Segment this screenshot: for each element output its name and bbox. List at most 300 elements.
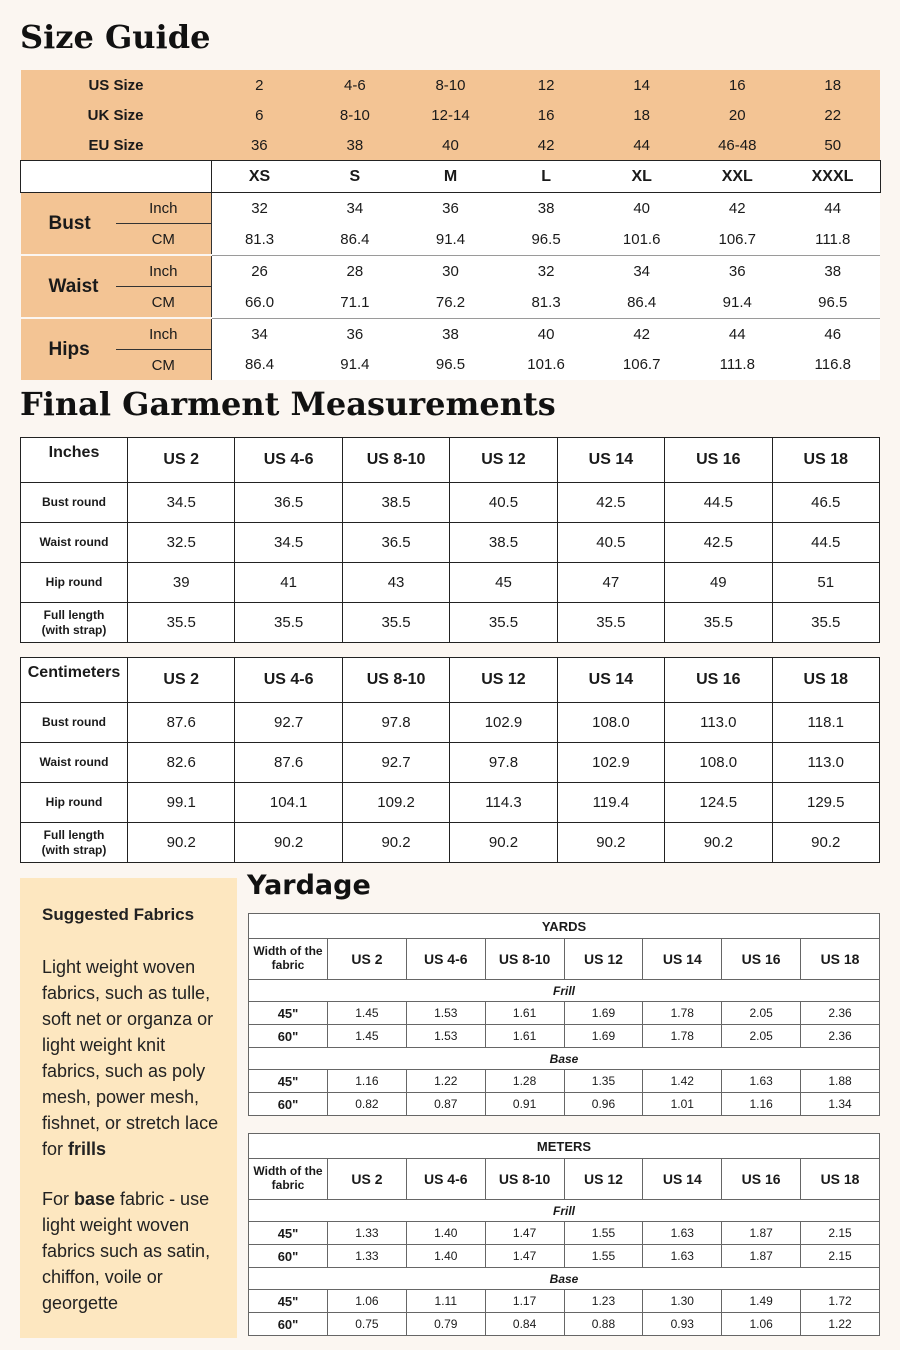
value-cell: 34.5 [235, 523, 342, 563]
yardage-cell: 2.05 [722, 1025, 801, 1048]
size-header: US 8-10 [342, 438, 449, 483]
row-label [21, 703, 128, 743]
measurement-cell: 32 [212, 193, 308, 224]
yardage-cell: 1.34 [801, 1093, 880, 1116]
size-header: US 12 [564, 939, 643, 980]
value-cell: 42.5 [557, 483, 664, 523]
us-size-cell: 18 [785, 70, 880, 100]
value-cell: 44.5 [772, 523, 879, 563]
size-header: US 2 [328, 1159, 407, 1200]
header-row [249, 939, 880, 980]
value-cell: 36.5 [235, 483, 342, 523]
yardage-cell: 0.75 [328, 1313, 407, 1336]
measurement-cell: 26 [212, 255, 308, 287]
measurement-cell: 66.0 [212, 287, 308, 319]
row-label-line1: Hip round [45, 575, 103, 589]
eu-size-cell: 40 [403, 130, 499, 161]
yardage-cell: 0.84 [485, 1313, 564, 1336]
value-cell: 99.1 [128, 783, 235, 823]
eu-size-cell: 50 [785, 130, 880, 161]
table-row [21, 783, 880, 823]
base-section-row [249, 1048, 880, 1070]
yardage-cell: 1.53 [406, 1025, 485, 1048]
yardage-cell: 1.45 [328, 1002, 407, 1025]
size-header: US 16 [722, 1159, 801, 1200]
table-row [21, 563, 880, 603]
uk-size-cell: 6 [212, 100, 308, 130]
size-header: US 16 [722, 939, 801, 980]
base-fabric-text [42, 1186, 223, 1316]
yardage-cell: 1.63 [643, 1222, 722, 1245]
value-cell: 90.2 [450, 823, 557, 863]
yardage-cell: 1.53 [406, 1002, 485, 1025]
value-cell: 108.0 [665, 743, 772, 783]
value-cell: 124.5 [665, 783, 772, 823]
eu-size-row [21, 130, 881, 161]
row-label [21, 823, 128, 863]
row-label-line1: Bust round [42, 715, 106, 729]
size-guide-title: Size Guide [20, 18, 211, 56]
measurement-cell: 46 [785, 318, 880, 350]
size-header: US 12 [564, 1159, 643, 1200]
size-header: US 18 [772, 438, 879, 483]
letter-size-cell: M [403, 161, 499, 193]
size-header: US 2 [328, 939, 407, 980]
eu-size-cell: 42 [498, 130, 594, 161]
yardage-cell: 1.55 [564, 1222, 643, 1245]
yardage-cell: 1.63 [722, 1070, 801, 1093]
cm-unit-label: CM [116, 224, 212, 256]
table-row [21, 483, 880, 523]
value-cell: 102.9 [557, 743, 664, 783]
base-fabric-prefix: For [42, 1189, 75, 1209]
row-label-line1: Full length [43, 827, 105, 842]
final-measurements-title: Final Garment Measurements [20, 385, 556, 423]
uk-size-cell: 18 [594, 100, 690, 130]
size-header: US 4-6 [235, 438, 342, 483]
table-row [249, 1290, 880, 1313]
yardage-cell: 2.15 [801, 1245, 880, 1268]
size-header: US 12 [450, 658, 557, 703]
yardage-cell: 1.78 [643, 1025, 722, 1048]
fabric-width-label: 45" [249, 1290, 328, 1313]
suggested-fabrics-heading: Suggested Fabrics [42, 905, 195, 924]
yardage-cell: 1.28 [485, 1070, 564, 1093]
table-row [21, 743, 880, 783]
cm-unit-label: CM [116, 287, 212, 319]
table-row [21, 523, 880, 563]
fabric-width-label: 60" [249, 1313, 328, 1336]
size-header: US 8-10 [485, 1159, 564, 1200]
frill-section-label: Frill [249, 1200, 880, 1222]
frill-section-row [249, 1200, 880, 1222]
row-label-line2: (with strap) [41, 842, 107, 857]
fabric-width-label: 45" [249, 1222, 328, 1245]
yardage-cell: 0.88 [564, 1313, 643, 1336]
letter-size-cell: XXXL [785, 161, 880, 193]
header-row [21, 658, 880, 703]
value-cell: 42.5 [665, 523, 772, 563]
measurement-cell: 91.4 [403, 224, 499, 256]
yardage-cell: 1.87 [722, 1222, 801, 1245]
base-section-row [249, 1268, 880, 1290]
value-cell: 39 [128, 563, 235, 603]
row-label-line1: Bust round [42, 495, 106, 509]
hips-label: Hips [21, 318, 116, 380]
measurement-cell: 42 [689, 193, 785, 224]
value-cell: 40.5 [557, 523, 664, 563]
value-cell: 35.5 [557, 603, 664, 643]
base-fabric-desc: fabric - use light weight woven fabrics such as satin, chiffon, voile or georgette [42, 1189, 211, 1313]
value-cell: 92.7 [235, 703, 342, 743]
bust-inch-row [21, 193, 881, 224]
value-cell: 129.5 [772, 783, 879, 823]
table-row [249, 1245, 880, 1268]
yardage-yards-table [248, 913, 880, 1116]
value-cell: 113.0 [772, 743, 879, 783]
size-header: US 4-6 [406, 939, 485, 980]
size-header: US 16 [665, 438, 772, 483]
measurement-cell: 40 [594, 193, 690, 224]
measurement-cell: 34 [307, 193, 403, 224]
base-section-label: Base [249, 1268, 880, 1290]
yardage-cell: 1.63 [643, 1245, 722, 1268]
measurement-cell: 71.1 [307, 287, 403, 319]
letter-size-cell: S [307, 161, 403, 193]
value-cell: 35.5 [128, 603, 235, 643]
unit-corner-label: Inches [21, 438, 128, 483]
yardage-cell: 1.42 [643, 1070, 722, 1093]
hips-inch-row [21, 318, 881, 350]
value-cell: 44.5 [665, 483, 772, 523]
measurement-cell: 38 [498, 193, 594, 224]
us-size-cell: 14 [594, 70, 690, 100]
measurement-cell: 36 [403, 193, 499, 224]
value-cell: 35.5 [665, 603, 772, 643]
size-header: US 2 [128, 658, 235, 703]
yardage-cell: 1.61 [485, 1002, 564, 1025]
table-row [21, 603, 880, 643]
size-header: US 14 [643, 939, 722, 980]
yardage-cell: 1.69 [564, 1025, 643, 1048]
measurement-cell: 91.4 [307, 350, 403, 381]
measurement-cell: 81.3 [212, 224, 308, 256]
value-cell: 108.0 [557, 703, 664, 743]
hips-cm-row [21, 350, 881, 381]
measurement-cell: 44 [785, 193, 880, 224]
value-cell: 102.9 [450, 703, 557, 743]
letter-size-cell: XXL [689, 161, 785, 193]
value-cell: 113.0 [665, 703, 772, 743]
measurement-cell: 76.2 [403, 287, 499, 319]
waist-cm-row [21, 287, 881, 319]
value-cell: 104.1 [235, 783, 342, 823]
value-cell: 47 [557, 563, 664, 603]
table-row [249, 1070, 880, 1093]
size-header: US 18 [801, 939, 880, 980]
us-size-label: US Size [21, 70, 212, 100]
bust-cm-row [21, 224, 881, 256]
measurement-cell: 101.6 [594, 224, 690, 256]
base-section-label: Base [249, 1048, 880, 1070]
value-cell: 119.4 [557, 783, 664, 823]
us-size-cell: 8-10 [403, 70, 499, 100]
waist-label: Waist [21, 255, 116, 318]
uk-size-cell: 22 [785, 100, 880, 130]
yardage-cell: 1.22 [801, 1313, 880, 1336]
table-row [249, 1025, 880, 1048]
yardage-cell: 1.45 [328, 1025, 407, 1048]
value-cell: 49 [665, 563, 772, 603]
us-size-cell: 2 [212, 70, 308, 100]
row-label [21, 743, 128, 783]
value-cell: 35.5 [772, 603, 879, 643]
measurement-cell: 34 [212, 318, 308, 350]
value-cell: 38.5 [342, 483, 449, 523]
measurement-cell: 28 [307, 255, 403, 287]
yardage-cell: 1.22 [406, 1070, 485, 1093]
measurement-cell: 36 [307, 318, 403, 350]
value-cell: 32.5 [128, 523, 235, 563]
measurement-cell: 38 [785, 255, 880, 287]
table-row [21, 823, 880, 863]
measurement-cell: 86.4 [594, 287, 690, 319]
table-caption: METERS [249, 1134, 880, 1159]
table-row [249, 1002, 880, 1025]
header-row [249, 1159, 880, 1200]
measurement-cell: 106.7 [689, 224, 785, 256]
size-header: US 14 [643, 1159, 722, 1200]
size-guide-table [20, 70, 881, 380]
size-header: US 2 [128, 438, 235, 483]
yardage-cell: 1.61 [485, 1025, 564, 1048]
letter-size-cell: XL [594, 161, 690, 193]
yardage-cell: 2.36 [801, 1025, 880, 1048]
size-header: US 14 [557, 438, 664, 483]
measurement-cell: 32 [498, 255, 594, 287]
value-cell: 35.5 [450, 603, 557, 643]
measurement-cell: 30 [403, 255, 499, 287]
frill-section-label: Frill [249, 980, 880, 1002]
yardage-cell: 1.69 [564, 1002, 643, 1025]
row-label [21, 563, 128, 603]
frill-fabric-text [42, 954, 223, 1162]
yardage-cell: 1.06 [328, 1290, 407, 1313]
uk-size-cell: 12-14 [403, 100, 499, 130]
measurement-cell: 96.5 [785, 287, 880, 319]
row-label-line1: Full length [43, 607, 105, 622]
yardage-cell: 1.23 [564, 1290, 643, 1313]
us-size-cell: 4-6 [307, 70, 403, 100]
yardage-cell: 1.16 [722, 1093, 801, 1116]
uk-size-cell: 16 [498, 100, 594, 130]
eu-size-cell: 44 [594, 130, 690, 161]
frill-fabric-desc: Light weight woven fabrics, such as tulle, soft net or organza or light weight knit fabrics, such as poly mesh, power mesh, fishnet, or stretch lace for [42, 957, 219, 1159]
yardage-cell: 1.47 [485, 1222, 564, 1245]
yardage-cell: 1.06 [722, 1313, 801, 1336]
yardage-cell: 1.40 [406, 1245, 485, 1268]
frill-section-row [249, 980, 880, 1002]
size-header: US 8-10 [342, 658, 449, 703]
inch-unit-label: Inch [116, 318, 212, 350]
yardage-cell: 0.79 [406, 1313, 485, 1336]
value-cell: 90.2 [665, 823, 772, 863]
value-cell: 114.3 [450, 783, 557, 823]
us-size-row [21, 70, 881, 100]
yardage-meters-table [248, 1133, 880, 1336]
yardage-cell: 2.15 [801, 1222, 880, 1245]
row-label-line1: Waist round [39, 535, 109, 549]
letter-size-row [21, 161, 881, 193]
final-measurements-cm-table [20, 657, 880, 863]
measurement-cell: 86.4 [212, 350, 308, 381]
value-cell: 90.2 [128, 823, 235, 863]
value-cell: 90.2 [772, 823, 879, 863]
size-header: US 8-10 [485, 939, 564, 980]
value-cell: 35.5 [342, 603, 449, 643]
value-cell: 109.2 [342, 783, 449, 823]
fabric-width-label: 60" [249, 1245, 328, 1268]
eu-size-cell: 46-48 [689, 130, 785, 161]
yardage-cell: 1.72 [801, 1290, 880, 1313]
eu-size-cell: 38 [307, 130, 403, 161]
uk-size-row [21, 100, 881, 130]
fabric-width-label: 60" [249, 1093, 328, 1116]
width-label-line1: Width of the [253, 1164, 323, 1179]
base-keyword: base [74, 1189, 116, 1209]
row-label-line1: Hip round [45, 795, 103, 809]
row-label [21, 523, 128, 563]
table-row [21, 703, 880, 743]
value-cell: 92.7 [342, 743, 449, 783]
measurement-cell: 34 [594, 255, 690, 287]
measurement-cell: 101.6 [498, 350, 594, 381]
row-label-line1: Waist round [39, 755, 109, 769]
value-cell: 38.5 [450, 523, 557, 563]
us-size-cell: 12 [498, 70, 594, 100]
letter-size-blank [21, 161, 212, 193]
yardage-cell: 0.96 [564, 1093, 643, 1116]
size-header: US 16 [665, 658, 772, 703]
row-label [21, 603, 128, 643]
measurement-cell: 91.4 [689, 287, 785, 319]
value-cell: 118.1 [772, 703, 879, 743]
value-cell: 40.5 [450, 483, 557, 523]
eu-size-cell: 36 [212, 130, 308, 161]
measurement-cell: 81.3 [498, 287, 594, 319]
yardage-cell: 2.05 [722, 1002, 801, 1025]
inch-unit-label: Inch [116, 255, 212, 287]
value-cell: 45 [450, 563, 557, 603]
yardage-cell: 1.40 [406, 1222, 485, 1245]
table-row [249, 1222, 880, 1245]
inch-unit-label: Inch [116, 193, 212, 224]
value-cell: 51 [772, 563, 879, 603]
caption-row [249, 914, 880, 939]
yardage-cell: 0.91 [485, 1093, 564, 1116]
measurement-cell: 44 [689, 318, 785, 350]
measurement-cell: 40 [498, 318, 594, 350]
measurement-cell: 96.5 [498, 224, 594, 256]
size-header: US 14 [557, 658, 664, 703]
yardage-cell: 0.87 [406, 1093, 485, 1116]
width-label-line2: fabric [271, 958, 305, 972]
uk-size-label: UK Size [21, 100, 212, 130]
yardage-cell: 1.16 [328, 1070, 407, 1093]
value-cell: 35.5 [235, 603, 342, 643]
measurement-cell: 96.5 [403, 350, 499, 381]
measurement-cell: 111.8 [689, 350, 785, 381]
letter-size-cell: XS [212, 161, 308, 193]
value-cell: 46.5 [772, 483, 879, 523]
yardage-cell: 1.87 [722, 1245, 801, 1268]
value-cell: 90.2 [342, 823, 449, 863]
table-row [249, 1093, 880, 1116]
waist-inch-row [21, 255, 881, 287]
yardage-cell: 0.93 [643, 1313, 722, 1336]
measurement-cell: 86.4 [307, 224, 403, 256]
size-header: US 4-6 [235, 658, 342, 703]
frill-keyword: frills [68, 1139, 107, 1159]
measurement-cell: 116.8 [785, 350, 880, 381]
yardage-cell: 2.36 [801, 1002, 880, 1025]
value-cell: 36.5 [342, 523, 449, 563]
yardage-cell: 1.11 [406, 1290, 485, 1313]
size-header: US 4-6 [406, 1159, 485, 1200]
eu-size-label: EU Size [21, 130, 212, 161]
measurement-cell: 106.7 [594, 350, 690, 381]
header-row [21, 438, 880, 483]
measurement-cell: 42 [594, 318, 690, 350]
width-label-line2: fabric [271, 1178, 305, 1192]
value-cell: 97.8 [342, 703, 449, 743]
size-header: US 12 [450, 438, 557, 483]
value-cell: 43 [342, 563, 449, 603]
table-caption: YARDS [249, 914, 880, 939]
value-cell: 82.6 [128, 743, 235, 783]
cm-unit-label: CM [116, 350, 212, 381]
yardage-cell: 1.17 [485, 1290, 564, 1313]
width-label-line1: Width of the [253, 944, 323, 959]
value-cell: 87.6 [128, 703, 235, 743]
yardage-cell: 1.30 [643, 1290, 722, 1313]
suggested-fabrics-panel [20, 878, 237, 1338]
unit-corner-label: Centimeters [21, 658, 128, 703]
size-header: US 18 [801, 1159, 880, 1200]
fabric-width-label: 45" [249, 1002, 328, 1025]
table-row [249, 1313, 880, 1336]
row-label [21, 783, 128, 823]
width-of-fabric-label [249, 939, 328, 980]
value-cell: 90.2 [235, 823, 342, 863]
final-measurements-inches-table [20, 437, 880, 643]
fabric-width-label: 60" [249, 1025, 328, 1048]
size-header: US 18 [772, 658, 879, 703]
value-cell: 34.5 [128, 483, 235, 523]
bust-label: Bust [21, 193, 116, 256]
caption-row [249, 1134, 880, 1159]
yardage-cell: 0.82 [328, 1093, 407, 1116]
letter-size-cell: L [498, 161, 594, 193]
uk-size-cell: 20 [689, 100, 785, 130]
width-of-fabric-label [249, 1159, 328, 1200]
measurement-cell: 36 [689, 255, 785, 287]
fabric-width-label: 45" [249, 1070, 328, 1093]
yardage-cell: 1.47 [485, 1245, 564, 1268]
yardage-cell: 1.55 [564, 1245, 643, 1268]
yardage-cell: 1.33 [328, 1245, 407, 1268]
yardage-cell: 1.33 [328, 1222, 407, 1245]
